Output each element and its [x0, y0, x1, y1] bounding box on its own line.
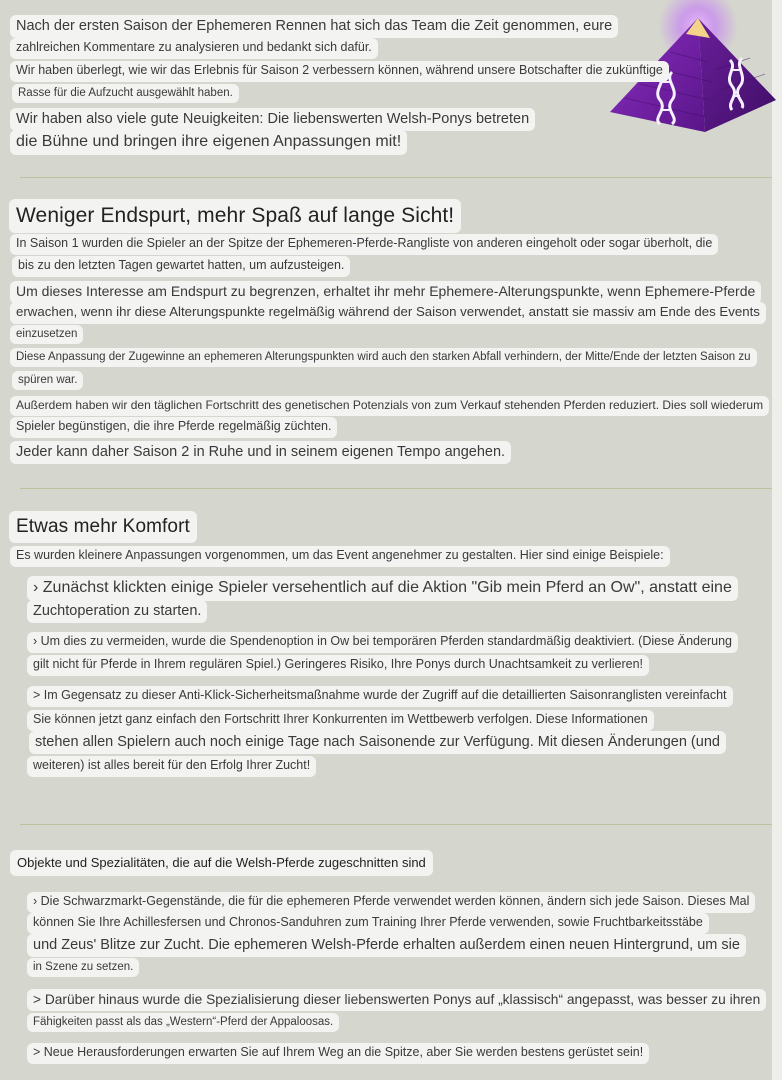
section-title: Weniger Endspurt, mehr Spaß auf lange Sicht! — [9, 199, 461, 233]
section-intro: Es wurden kleinere Anpassungen vorgenommen, um das Event angenehmer zu gestalten. Hier sind einige Beispiele: — [10, 546, 670, 567]
intro-line: die Bühne und bringen ihre eigenen Anpassungen mit! — [10, 130, 407, 155]
bullet-line: stehen allen Spielern auch noch einige Tage nach Saisonende zur Verfügung. Mit diesen Änderungen (und — [29, 731, 726, 754]
divider — [20, 824, 772, 825]
bullet-line: können Sie Ihre Achillesfersen und Chronos-Sanduhren zum Training Ihrer Pferde verwenden, sowie Fruchtbarkeitsstäbe — [27, 913, 709, 934]
section-title: Objekte und Spezialitäten, die auf die Welsh-Pferde zugeschnitten sind — [10, 850, 433, 876]
divider — [20, 488, 772, 489]
bullet-line: in Szene zu setzen. — [27, 958, 139, 977]
section-line: einzusetzen — [10, 325, 83, 344]
bullet-line: > Im Gegensatz zu dieser Anti-Klick-Sicherheitsmaßnahme wurde der Zugriff auf die detaillierten Saisonranglisten vereinfacht — [27, 686, 733, 707]
section-title: Etwas mehr Komfort — [9, 511, 197, 543]
bullet-line: › Um dies zu vermeiden, wurde die Spendenoption in Ow bei temporären Pferden standardmäßig deaktiviert. (Diese Änderung — [27, 632, 738, 653]
bullet-line: › Die Schwarzmarkt-Gegenstände, die für die ephemeren Pferde verwendet werden können, ändern sich jede Saison. Dieses Mal — [27, 892, 755, 913]
intro-line: zahlreichen Kommentare zu analysieren und bedankt sich dafür. — [10, 38, 378, 59]
section-line: spüren war. — [12, 371, 83, 390]
bullet-line: Zuchtoperation zu starten. — [27, 600, 207, 623]
section-line: bis zu den letzten Tagen gewartet hatten, um aufzusteigen. — [12, 256, 350, 277]
section-line: Diese Anpassung der Zugewinne an ephemeren Alterungspunkten wird auch den starken Abfall verhindern, der Mitte/Ende der letzten Saison zu — [10, 348, 757, 367]
section-line: Spieler begünstigen, die ihre Pferde regelmäßig züchten. — [10, 417, 337, 438]
page-edge — [772, 0, 782, 1080]
bullet-line: und Zeus' Blitze zur Zucht. Die ephemeren Welsh-Pferde erhalten außerdem einen neuen Hintergrund, um sie — [27, 934, 746, 957]
section-line: Jeder kann daher Saison 2 in Ruhe und in seinem eigenen Tempo angehen. — [10, 441, 511, 464]
section-line: In Saison 1 wurden die Spieler an der Spitze der Ephemeren-Pferde-Rangliste von anderen eingeholt oder sogar überholt, die — [10, 234, 718, 255]
intro-line: Rasse für die Aufzucht ausgewählt haben. — [12, 84, 239, 103]
section-line: erwachen, wenn ihr diese Alterungspunkte regelmäßig während der Saison verwendet, anstatt sie massiv am Ende des Events — [10, 302, 766, 324]
intro-line: Wir haben also viele gute Neuigkeiten: Die liebenswerten Welsh-Ponys betreten — [10, 108, 535, 131]
bullet-line: > Darüber hinaus wurde die Spezialisierung dieser liebenswerten Ponys auf „klassisch“ angepasst, was besser zu ihren — [27, 989, 766, 1011]
section-line: Außerdem haben wir den täglichen Fortschritt des genetischen Potenzials von zum Verkauf stehenden Pferden reduziert. Dies soll wiederum — [10, 396, 769, 416]
divider — [20, 177, 772, 178]
intro-line: Wir haben überlegt, wie wir das Erlebnis für Saison 2 verbessern können, während unsere Botschafter die zukünftige — [10, 61, 669, 82]
bullet-line: > Neue Herausforderungen erwarten Sie auf Ihrem Weg an die Spitze, aber Sie werden bestens gerüstet sein! — [27, 1043, 649, 1064]
bullet-line: Fähigkeiten passt als das „Western“-Pferd der Appaloosas. — [27, 1013, 339, 1032]
bullet-line: gilt nicht für Pferde in Ihrem regulären Spiel.) Geringeres Risiko, Ihre Ponys durch Unachtsamkeit zu verlieren! — [27, 655, 649, 676]
intro-line: Nach der ersten Saison der Ephemeren Rennen hat sich das Team die Zeit genommen, eure — [10, 15, 618, 38]
section-line: Um dieses Interesse am Endspurt zu begrenzen, erhaltet ihr mehr Ephemere-Alterungspunkte, wenn Ephemere-Pferde — [10, 281, 761, 304]
bullet-line: Sie können jetzt ganz einfach den Fortschritt Ihrer Konkurrenten im Wettbewerb verfolgen. Diese Informationen — [27, 710, 654, 731]
bullet-line: weiteren) ist alles bereit für den Erfolg Ihrer Zucht! — [27, 756, 316, 777]
bullet-line: › Zunächst klickten einige Spieler versehentlich auf die Aktion "Gib mein Pferd an Ow", anstatt eine — [27, 576, 738, 601]
